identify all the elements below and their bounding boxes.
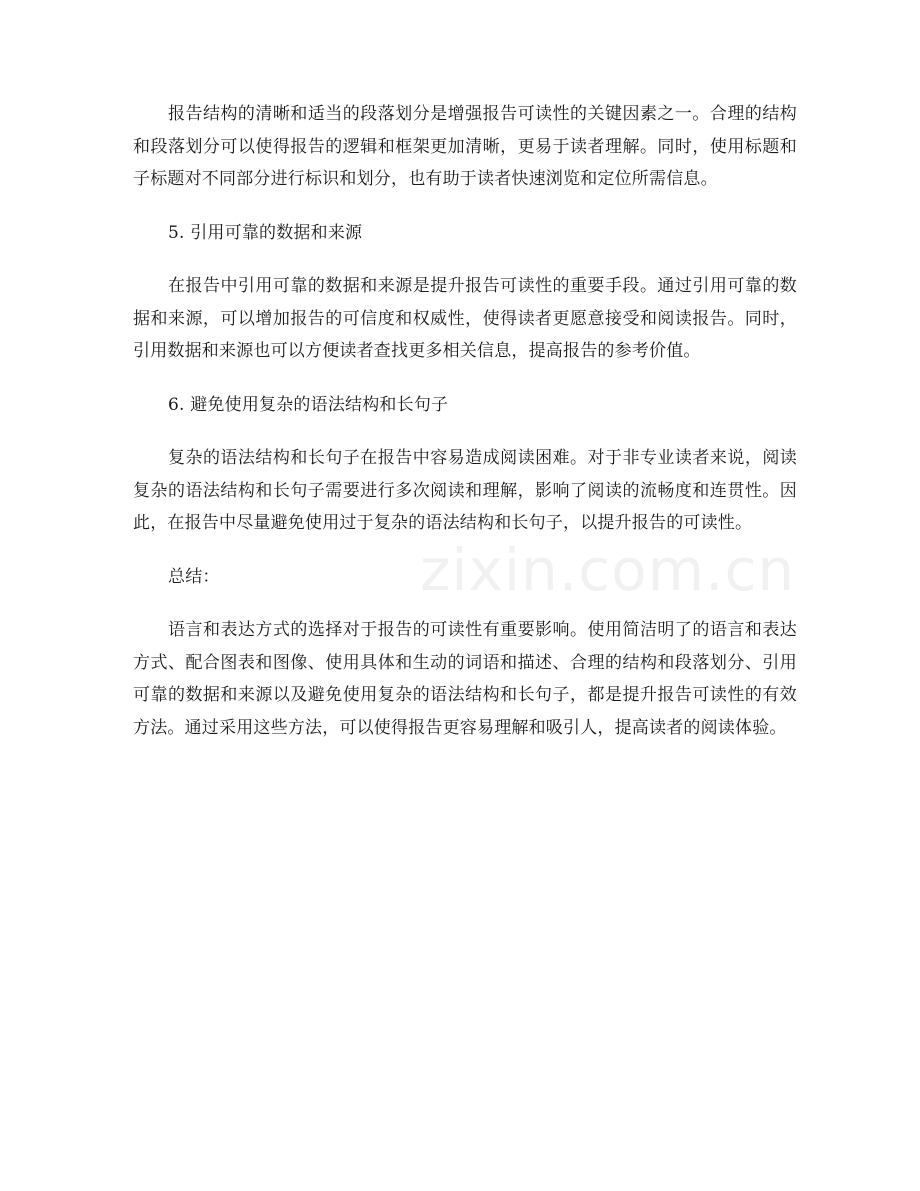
paragraph-structure: 报告结构的清晰和适当的段落划分是增强报告可读性的关键因素之一。合理的结构和段落划分可以使得报告的逻辑和框架更加清晰，更易于读者理解。同时，使用标题和子标题对不同部分进行标识和划分，也有助于读者快速浏览和定位所需信息。 <box>133 104 797 189</box>
section-heading-5: 5. 引用可靠的数据和来源 <box>168 222 363 243</box>
summary-heading: 总结： <box>168 566 220 587</box>
document-body <box>133 98 797 765</box>
watermark-text: zixin.com.cn <box>420 536 796 604</box>
section-heading-6: 6. 避免使用复杂的语法结构和长句子 <box>168 394 449 415</box>
paragraph-syntax: 复杂的语法结构和长句子在报告中容易造成阅读困难。对于非专业读者来说，阅读复杂的语法结构和长句子需要进行多次阅读和理解，影响了阅读的流畅度和连贯性。因此，在报告中尽量避免使用过于复杂的语法结构和长句子，以提升报告的可读性。 <box>133 448 797 533</box>
paragraph-sources: 在报告中引用可靠的数据和来源是提升报告可读性的重要手段。通过引用可靠的数据和来源，可以增加报告的可信度和权威性，使得读者更愿意接受和阅读报告。同时，引用数据和来源也可以方便读者查找更多相关信息，提高报告的参考价值。 <box>133 276 797 361</box>
paragraph-summary: 语言和表达方式的选择对于报告的可读性有重要影响。使用简洁明了的语言和表达方式、配合图表和图像、使用具体和生动的词语和描述、合理的结构和段落划分、引用可靠的数据和来源以及避免使用复杂的语法结构和长句子，都是提升报告可读性的有效方法。通过采用这些方法，可以使得报告更容易理解和吸引人，提高读者的阅读体验。 <box>133 620 797 738</box>
